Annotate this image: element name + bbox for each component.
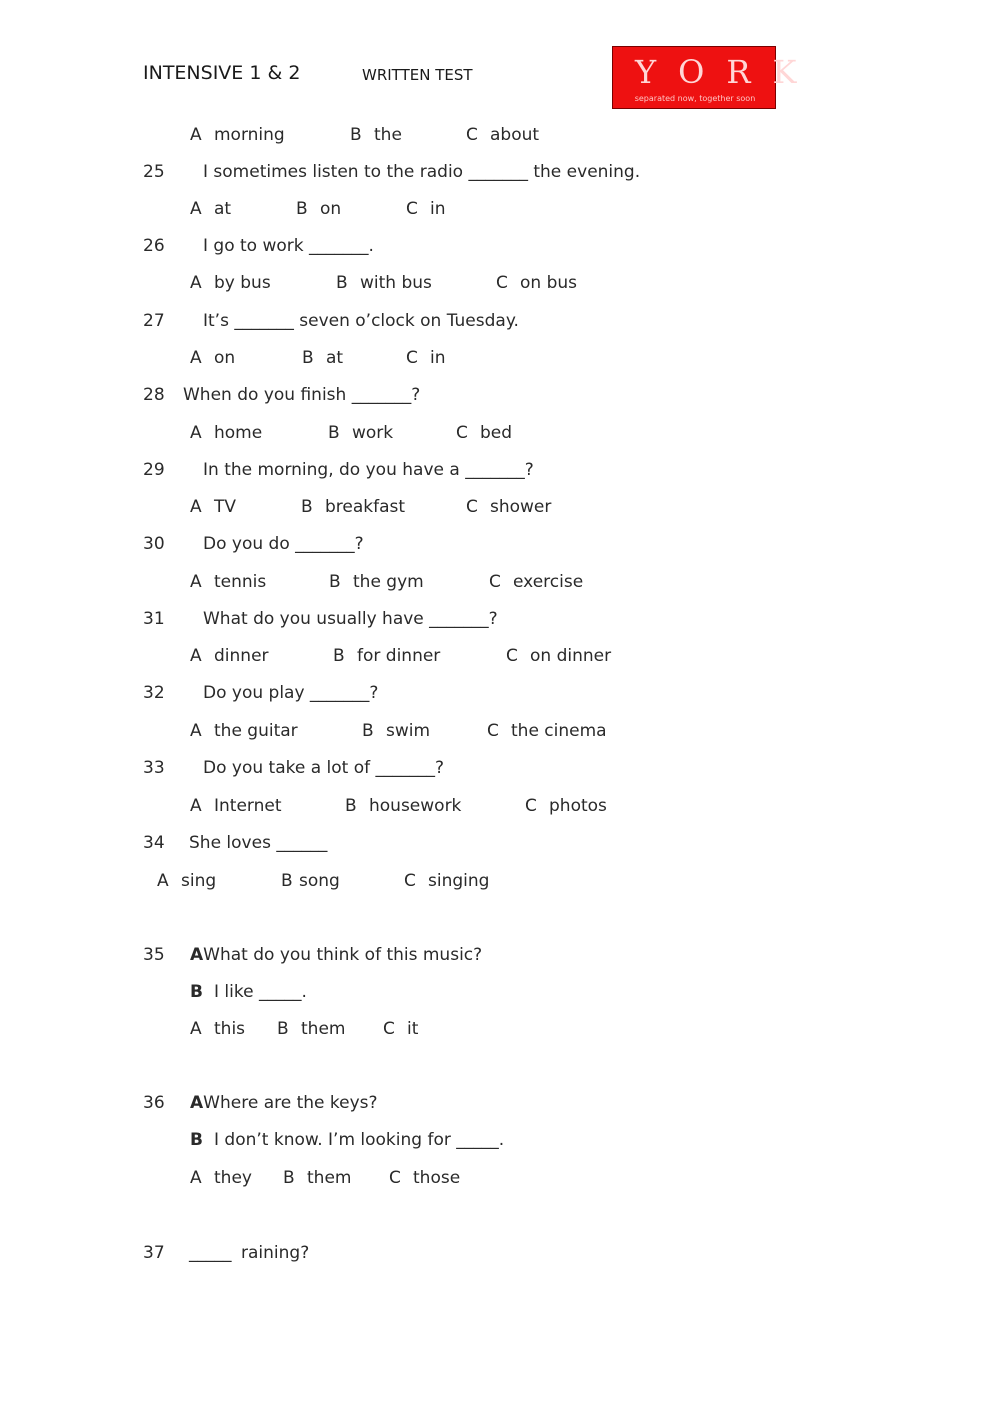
question-number: 36 — [143, 1093, 165, 1113]
page-subtitle: WRITTEN TEST — [362, 66, 473, 84]
question-number: 28 — [143, 385, 165, 405]
option-a: A home — [190, 423, 263, 443]
question-number: 27 — [143, 311, 165, 331]
option-c: C on dinner — [506, 646, 612, 666]
option-a: A at — [190, 199, 232, 219]
question-number: 29 — [143, 460, 165, 480]
option-a: A Internet — [190, 796, 282, 816]
york-logo — [612, 46, 819, 109]
option-c: C in — [406, 199, 446, 219]
option-c: C shower — [466, 497, 552, 517]
question-number: 31 — [143, 609, 165, 629]
dialog-line-b: B I like _____. — [190, 982, 307, 1002]
option-c: C about — [466, 125, 540, 145]
dialog-line-a: AWhat do you think of this music? — [190, 945, 483, 965]
option-b: B the gym — [329, 572, 424, 592]
option-b: B on — [296, 199, 342, 219]
question-text: She loves ______ — [189, 833, 328, 853]
option-c: C the cinema — [487, 721, 607, 741]
dialog-line-a: AWhere are the keys? — [190, 1093, 378, 1113]
option-a: A dinner — [190, 646, 269, 666]
option-b: B the — [350, 125, 402, 145]
option-a: A morning — [190, 125, 285, 145]
option-c: C it — [383, 1019, 419, 1039]
option-b: B breakfast — [301, 497, 406, 517]
option-c: C bed — [456, 423, 513, 443]
logo-word: YORK — [635, 53, 819, 91]
option-b: B housework — [345, 796, 462, 816]
option-c: C singing — [404, 871, 490, 891]
option-a: A on — [190, 348, 236, 368]
option-c: C on bus — [496, 273, 578, 293]
option-b: B with bus — [336, 273, 432, 293]
option-c: C those — [389, 1168, 461, 1188]
question-blank: _____ — [189, 1243, 232, 1263]
logo-tagline: separated now, together soon — [634, 94, 756, 103]
option-c: C exercise — [489, 572, 584, 592]
question-text: I go to work _______. — [203, 236, 374, 256]
question-number: 32 — [143, 683, 165, 703]
question-text: Do you do _______? — [203, 534, 364, 554]
question-number: 25 — [143, 162, 165, 182]
question-number: 34 — [143, 833, 165, 853]
option-a: A tennis — [190, 572, 267, 592]
option-b: B them — [283, 1168, 352, 1188]
question-number: 35 — [143, 945, 165, 965]
option-a: A sing — [157, 871, 217, 891]
option-c: C in — [406, 348, 446, 368]
question-text: Do you play _______? — [203, 683, 379, 703]
page-title: INTENSIVE 1 & 2 — [143, 62, 301, 84]
question-text: In the morning, do you have a _______? — [203, 460, 534, 480]
option-a: A they — [190, 1168, 252, 1188]
option-b: B work — [328, 423, 394, 443]
question-number: 37 — [143, 1243, 165, 1263]
question-text: What do you usually have _______? — [203, 609, 498, 629]
question-text: raining? — [241, 1243, 310, 1263]
option-b: B swim — [362, 721, 431, 741]
dialog-line-b: B I don’t know. I’m looking for _____. — [190, 1130, 505, 1150]
option-c: C photos — [525, 796, 607, 816]
question-number: 33 — [143, 758, 165, 778]
option-b: B them — [277, 1019, 346, 1039]
question-text: Do you take a lot of _______? — [203, 758, 445, 778]
option-a: A by bus — [190, 273, 271, 293]
option-b: B song — [281, 871, 340, 891]
question-text: I sometimes listen to the radio _______ the evening. — [203, 162, 641, 182]
question-number: 26 — [143, 236, 165, 256]
option-b: B at — [302, 348, 344, 368]
option-a: A TV — [190, 497, 237, 517]
option-b: B for dinner — [333, 646, 441, 666]
question-text: It’s _______ seven o’clock on Tuesday. — [203, 311, 519, 331]
option-a: A this — [190, 1019, 246, 1039]
question-text: When do you finish _______? — [183, 385, 421, 405]
option-a: A the guitar — [190, 721, 298, 741]
question-number: 30 — [143, 534, 165, 554]
